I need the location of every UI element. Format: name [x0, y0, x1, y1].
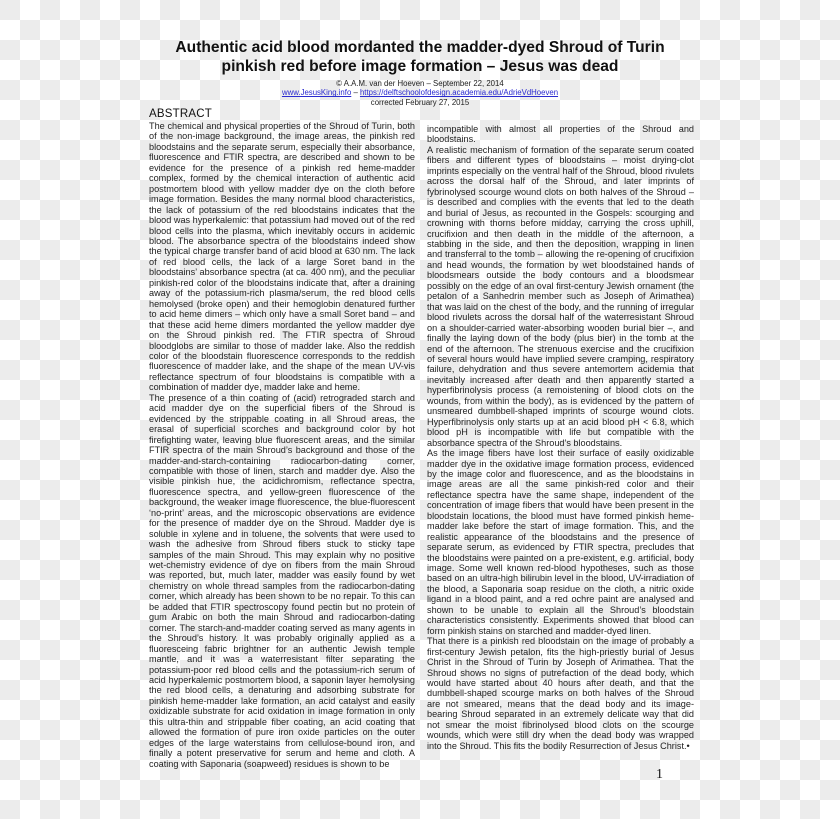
corrected-date: corrected February 27, 2015: [370, 97, 470, 107]
title-line-2: pinkish red before image formation – Jesus was dead: [221, 58, 619, 75]
paragraph: The chemical and physical properties of the Shroud of Turin, both of the non-image background, the image areas, the pinkish red bloodstains and the separate serum, especially their absorbance, fluorescence and FTIR spectra, are described and shown to be evidence for the presence of a pinkish red heme-madder complex, formed by the chemical interaction of authentic acid postmortem blood with yellow madder dye on the cloth before image formation. Besides the many normal blood characteristics, the lack of potassium of the red bloodstains indicates that the blood was hyperkalemic: that potassium had moved out of the red blood cells into the plasma, which inevitably occurs in acidemic blood. The absorbance spectra of the bloodstains indeed show the typical charge transfer band of acid blood at 630 nm. The lack of red blood cells, the lack of a large Soret band in the bloodstains’ absorbance spectra (at ca. 400 nm), and the peculiar pinkish-red color of the bloodstains indicate that, after a draining away of the potassium-rich plasma/serum, the red blood cells hemolysed (broke open) and their hemoglobin denatured further to acid heme dimers – which only have a small Soret band – and that these acid heme dimers mordanted the yellow madder dye on the Shroud pinkish red. The FTIR spectra of Shroud bloodglobs are similar to those of madder lake. Also the reddish color of the bloodstain fluorescence corresponds to the reddish fluorescence of madder lake, and the shape of the mean UV-vis reflectance spectrum of four bloodstains is compatible with a combination of madder dye, madder lake and heme.: [149, 121, 415, 393]
academia-link[interactable]: https://delftschoolofdesign.academia.edu/AdrieVdHoeven: [359, 88, 559, 98]
link-separator: –: [351, 88, 360, 98]
author-block: [140, 79, 700, 107]
paragraph: The presence of a thin coating of (acid) retrograded starch and acid madder dye on the superficial fibers of the Shroud is evidenced by the strippable coating in all Shroud areas, the erasal of superficial scorches and background color by hot firefighting water, leaving blue fluorescent areas, and the similar FTIR spectra of the main Shroud’s background and those of the madder-and-starch-containing radiocarbon-dating corner, compatible with those of linen, starch and madder dye. Also the visible pinkish hue, the acidichromism, reflectance spectra, fluorescence spectra, and yellow-green fluorescence of the background, the weaker image fluorescence, the blue-fluorescent ‘no-print’ areas, and the microscopic observations are evidence for the presence of madder dye on the Shroud. Madder dye is soluble in xylene and in toluene, the solvents that were used to wash the adhesive from Shroud fibers stuck to sticky tape samples of the main Shroud. This may explain why no positive wet-chemistry evidence of dye on fibers from the main Shroud was reported, but, much later, madder was easily found by wet chemistry on whole thread samples from the radiocarbon-dating corner, which already has been shown to be no repair. To this can be added that FTIR spectroscopy found pectin but no protein of gum Arabic on both the main Shroud and radiocarbon-dating corner. The starch-and-madder coating served as many agents in the Shroud’s history. It was probably originally applied as a fluoresceing fabric brightner for an authentic Jewish temple mantle, and it was a waterresistant filter separating the potassium-poor red blood cells and the potassium-rich serum of acid hyperkalemic postmortem blood, a saponin layer hemolysing the red blood cells, a denaturing and adsorbing substrate for pinkish heme-madder lake formation, an acid catalyst and easily oxidizable substrate for acid oxidation in image formation in only this ultra-thin and strippable fiber coating, an acid coating that allowed the formation of pure iron oxide particles on the outer edges of the large waterstains from cellulose-bound iron, and finally a potent preservative for serum and heme and cloth. A coating with Saponaria (soapweed) residues is shown to be: [149, 392, 415, 769]
left-column: [149, 121, 415, 769]
links-line: [140, 88, 700, 97]
right-column: [427, 124, 694, 751]
paragraph: A realistic mechanism of formation of the separate serum coated fibers and different types of bloodstains – moist drying-clot imprints especially on the ventral half of the Shroud, blood rivulets across the dorsal half of the Shroud, and later imprints of fybrinolysed scourge wound clots on both halves of the Shroud – is described and complies with the events that led to the death and burial of Jesus, as recounted in the Gospels: scourging and crowning with thorns before midday, carrying the cross uphill, crucifixion and then death in the middle of the afternoon, a stabbing in the side, and then the deposition, wrapping in linen and transferral to the tomb – allowing the re-opening of crucifixion and head wounds, the formation by wet bloodstained hands of bloodsmears outside the body contours and a bloodsmear possibly on the edge of an oval first-century Jewish ornament (the petalon of a Sanhedrin member such as Joseph of Arimathea) that was laid on the chest of the body, and the running of irregular blood rivulets across the dorsal half of the waterresistant Shroud on a shoulder-carried water-absorbing wooden burial bier –, and finally the laying down of the body (plus bier) in the tomb at the end of the afternoon. The strenuous exercise and the crucifixion of several hours would have implied severe cramping, respiratory failure, dehydration and thus severe antemortem acidemia that inevitably increased after death and then apparently started a hyperfibrinolysis process (a remoistening of blood clots on the wounds, from within the body), as is evidenced by the pattern of unsmeared dumbbell-shaped imprints of scourge wound clots. Hyperfibrinolysis only starts up at an acid blood pH < 6.8, which blood pH is incompatible with life but compatible with the absorbance spectra of the Shroud’s bloodstains.: [427, 144, 694, 448]
paragraph: As the image fibers have lost their surface of easily oxidizable madder dye in the oxidative image formation process, evidenced by the image color and fluorescence, and as the bloodstains in image areas are all the same pinkish-red color and their reflectance spectra have the same shape, independent of the concentration of image fibers that would have been present in the bloodstain locations, the blood must have formed pinkish heme-madder lake before the start of image formation. This, and the realistic appearance of the bloodstains and the presence of separate serum, as evidenced by FTIR spectra, precludes that the bloodstains were painted on a pre-existent, e.g. artificial, body image. Some well known red-blood hypotheses, such as those based on an ultra-high bilirubin level in the blood, UV-irradiation of the blood, a Saponaria soap residue on the cloth, a nitric oxide ligand in a blood paint, and a red ochre paint are analysed and shown to be unable to explain all the Shroud’s bloodstain characteristics consistently. Experiments showed that blood can form pinkish stains on starched and madder-dyed linen.: [427, 448, 694, 636]
title-line-1: Authentic acid blood mordanted the madder-dyed Shroud of Turin: [175, 39, 665, 56]
abstract-heading: ABSTRACT: [149, 108, 212, 120]
paragraph: That there is a pinkish red bloodstain on the image of probably a first-century Jewish petalon, fits the high-priestly burial of Jesus Christ in the Shroud of Turin by Joseph of Arimathea. That the Shroud shows no signs of putrefaction of the dead body, which would have started about 40 hours after death, and that the dumbbell-shaped scourge marks on both halves of the Shroud are not smeared, means that the dead body and its image-bearing Shroud separated in an extremely delicate way that did not smear the moist fibrinolysed blood clots on the scourge wounds, which were still dry when the dead body was wrapped into the Shroud. This fits the bodily Resurrection of Jesus Christ.•: [427, 636, 694, 751]
page-number: 1: [656, 767, 663, 782]
website-link[interactable]: www.JesusKing.info: [281, 88, 352, 98]
paragraph: incompatible with almost all properties of the Shroud and bloodstains.: [427, 124, 694, 145]
copyright-line: © A.A.M. van der Hoeven – September 22, 2014: [336, 79, 504, 88]
document-title: [140, 38, 700, 76]
